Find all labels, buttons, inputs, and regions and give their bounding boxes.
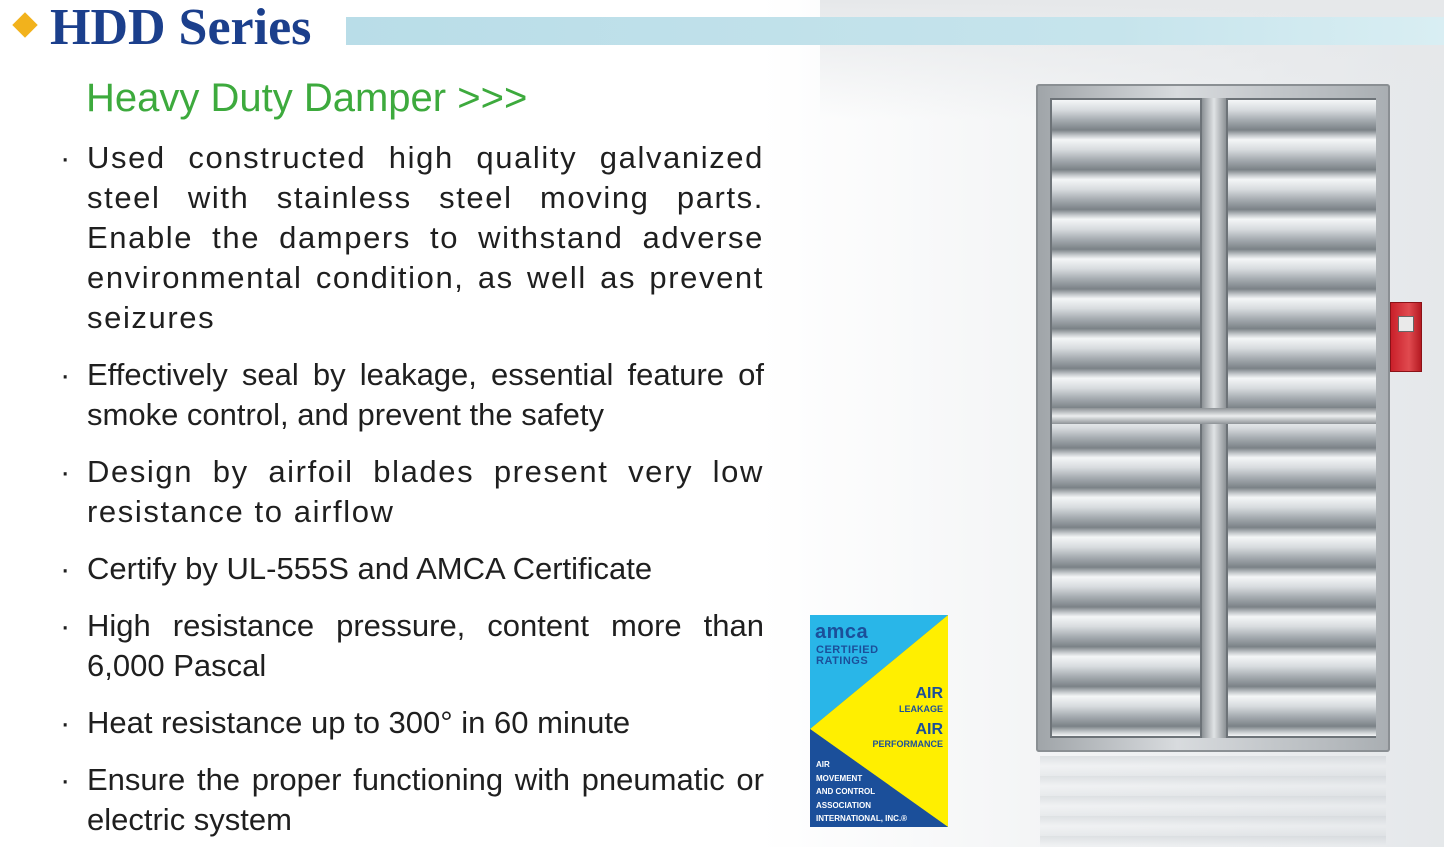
amca-logo-text: amca [815,621,869,643]
feature-item-actuation: · Ensure the proper functioning with pneumatic or electric system [60,760,764,840]
amca-certified-word: CERTIFIED [816,644,879,656]
feature-item-materials: · Used constructed high quality galvanized steel with stainless steel moving parts. Enable the dampers to withstand adverse environmental condition, as well as prevent seizures [60,138,764,338]
product-subtitle: Heavy Duty Damper >>> [86,76,528,120]
feature-item-pressure: · High resistance pressure, content more than 6,000 Pascal [60,606,764,686]
feature-item-airfoil: · Design by airfoil blades present very low resistance to airflow [60,452,764,532]
feature-list [60,138,764,857]
damper-crossbar [1052,408,1376,424]
amca-certification-badge [810,615,948,827]
amca-certified-text [816,645,879,667]
title-underline-bar [346,17,1444,45]
feature-item-certification: · Certify by UL-555S and AMCA Certificate [60,549,764,589]
diamond-bullet-icon [12,12,37,37]
feature-item-seal: · Effectively seal by leakage, essential feature of smoke control, and prevent the safety [60,355,764,435]
actuator-knob-icon [1398,316,1414,332]
amca-ratings-word: RATINGS [816,655,869,667]
amca-air-performance-heading: AIR [915,721,943,738]
damper-reflection [1040,756,1386,847]
amca-performance-label: PERFORMANCE [872,739,943,749]
amca-association-text: AIR MOVEMENT AND CONTROL ASSOCIATION INTERNATIONAL, INC.® [816,760,908,823]
amca-air-leakage-heading: AIR [915,685,943,702]
feature-item-heat: · Heat resistance up to 300° in 60 minute [60,703,764,743]
series-title: HDD Series [50,0,312,56]
damper-actuator [1390,302,1422,372]
amca-leakage-label: LEAKAGE [898,704,943,714]
